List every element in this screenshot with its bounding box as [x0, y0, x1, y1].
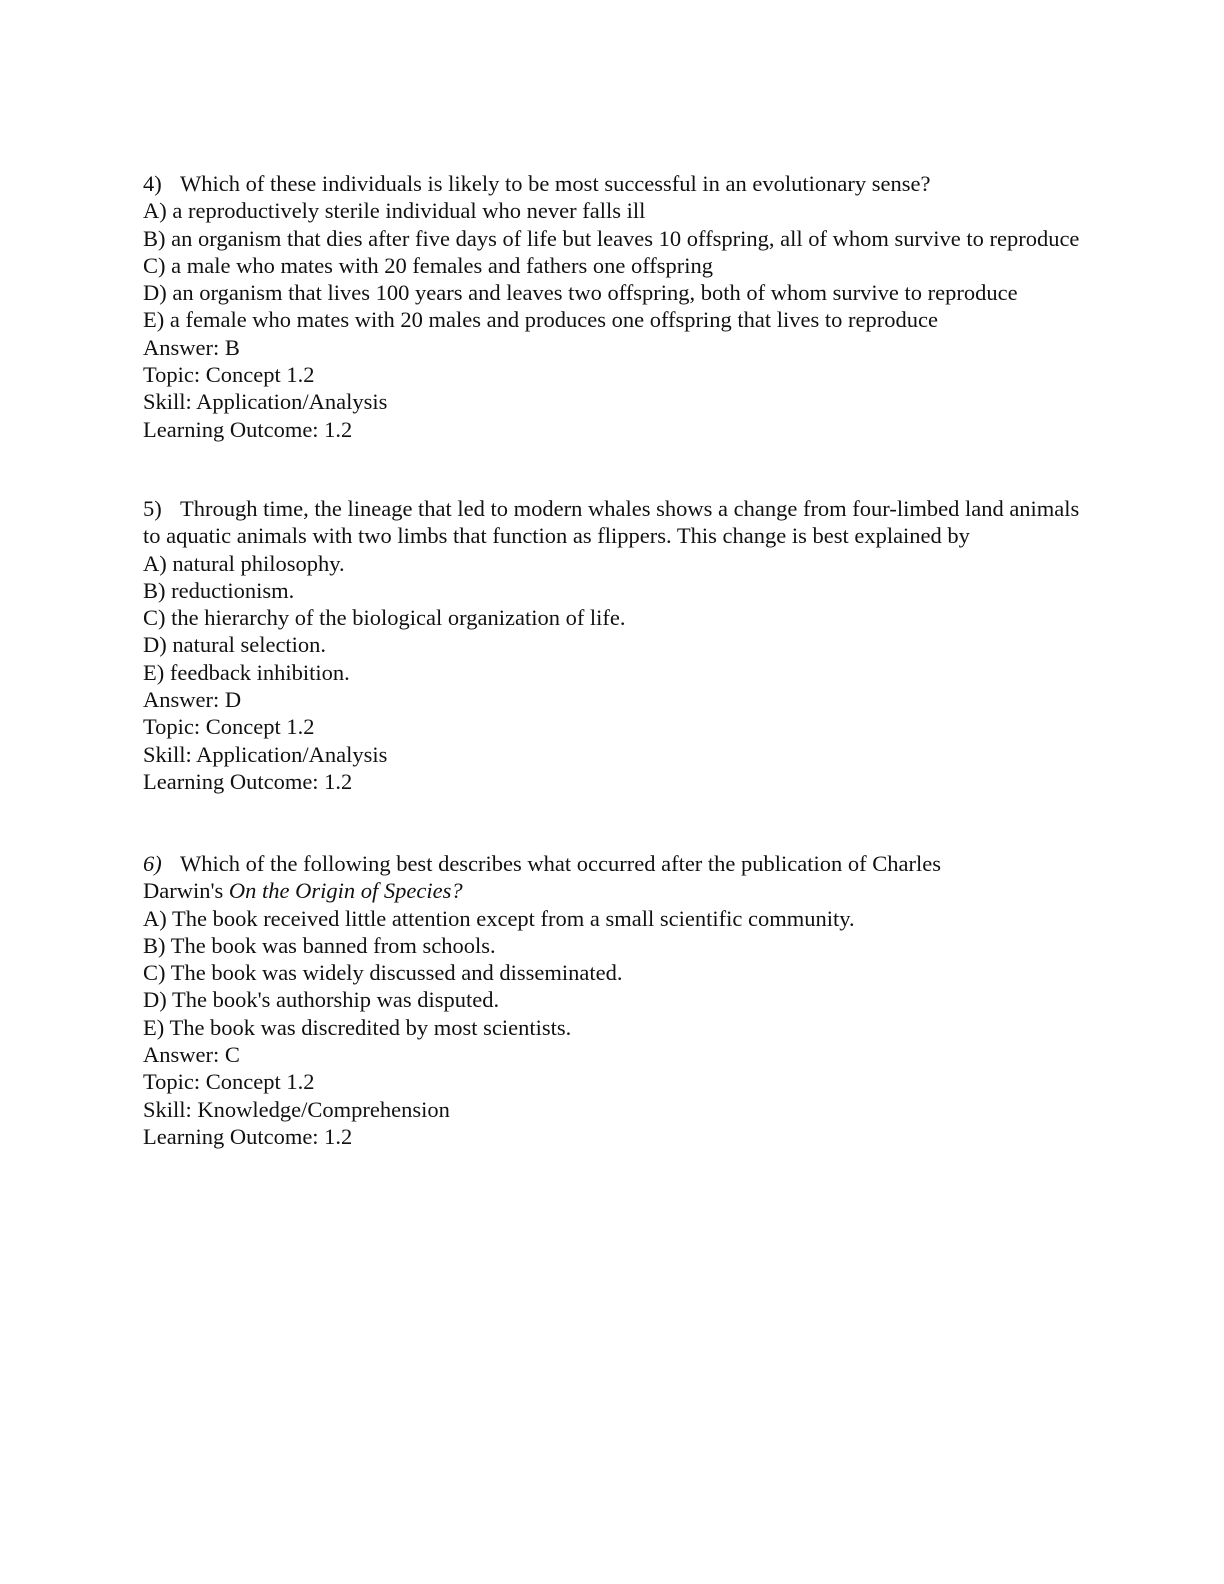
answer: Answer: D	[143, 687, 242, 713]
option-e: E) feedback inhibition.	[143, 659, 350, 685]
option-a: A) natural philosophy.	[143, 550, 345, 576]
learning-outcome: Learning Outcome: 1.2	[143, 1123, 353, 1149]
option-a: A) The book received little attention except from a small scientific community.	[143, 905, 855, 931]
option-a: A) a reproductively sterile individual who never falls ill	[143, 198, 646, 224]
learning-outcome: Learning Outcome: 1.2	[143, 416, 353, 442]
question-text: Through time, the lineage that led to modern whales shows a change from four-limbed land animals to aquatic animals with two limbs that function as flippers. This change is best explained by	[143, 496, 1080, 549]
book-title: On the Origin of Species?	[228, 878, 463, 904]
topic: Topic: Concept 1.2	[143, 362, 315, 388]
option-e: E) The book was discredited by most scientists.	[143, 1014, 572, 1040]
question-stem	[143, 850, 1083, 877]
skill: Skill: Application/Analysis	[143, 741, 388, 767]
option-d: D) The book's authorship was disputed.	[143, 987, 500, 1013]
question-number: 6)	[143, 851, 162, 876]
topic: Topic: Concept 1.2	[143, 714, 315, 740]
question-text: Which of the following best describes what occurred after the publication of Charles	[180, 851, 941, 876]
question-6	[143, 850, 1083, 1150]
option-d: D) an organism that lives 100 years and leaves two offspring, both of whom survive to reproduce	[143, 280, 1018, 306]
question-stem	[143, 495, 1083, 550]
learning-outcome: Learning Outcome: 1.2	[143, 768, 353, 794]
answer: Answer: B	[143, 334, 240, 360]
option-b: B) an organism that dies after five days of life but leaves 10 offspring, all of whom survive to reproduce	[143, 225, 1080, 251]
question-4	[143, 170, 1083, 443]
option-b: B) The book was banned from schools.	[143, 932, 496, 958]
option-e: E) a female who mates with 20 males and produces one offspring that lives to reproduce	[143, 307, 938, 333]
question-stem	[143, 170, 1083, 197]
option-c: C) a male who mates with 20 females and fathers one offspring	[143, 252, 714, 278]
question-text-prefix: Darwin's	[143, 878, 229, 904]
question-stem-continued	[143, 877, 1083, 904]
question-5	[143, 495, 1083, 795]
option-d: D) natural selection.	[143, 632, 327, 658]
option-c: C) The book was widely discussed and disseminated.	[143, 960, 623, 986]
option-c: C) the hierarchy of the biological organization of life.	[143, 605, 626, 631]
topic: Topic: Concept 1.2	[143, 1069, 315, 1095]
answer: Answer: C	[143, 1042, 240, 1068]
option-b: B) reductionism.	[143, 577, 295, 603]
question-number: 4)	[143, 171, 162, 196]
question-number: 5)	[143, 496, 162, 521]
skill: Skill: Application/Analysis	[143, 389, 388, 415]
question-text: Which of these individuals is likely to be most successful in an evolutionary sense?	[180, 171, 931, 196]
skill: Skill: Knowledge/Comprehension	[143, 1096, 450, 1122]
